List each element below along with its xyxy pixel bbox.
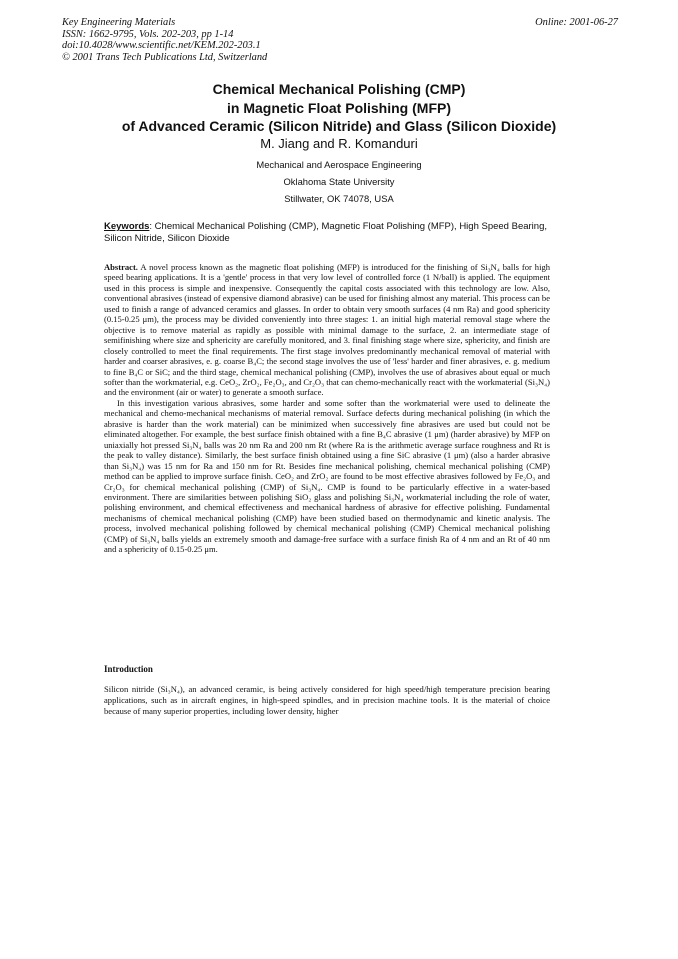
doi-line: doi:10.4028/www.scientific.net/KEM.202-203.1 <box>62 40 261 52</box>
title-line-3: of Advanced Ceramic (Silicon Nitride) and Glass (Silicon Dioxide) <box>121 118 557 134</box>
copyright-line: © 2001 Trans Tech Publications Ltd, Switzerland <box>62 51 268 63</box>
abstract-paragraph-2: In this investigation various abrasives, some harder and some softer than the workmaterial were used to delineate the mechanical and chemo-mechanical mechanisms of material removal. Surface defects during mechanical polishing (in which the abrasive is harder than the work material) can be minimized when successively fine abrasives are used but could not be eliminated altogether. For example, the best surface finish obtained with a fine B₄C abrasive (1 μm) (harder abrasive) by MFP on uniaxially hot pressed Si₃N₄ balls was 20 nm Ra and 200 nm Rt (where Ra is the arithmetic average surface roughness and Rt is the peak to valley distance). Similarly, the best surface finish obtained using a fine SiC abrasive (1 μm) (also a harder abrasive than Si₃N₄) was 15 nm for Ra and 150 nm for Rt. Besides fine mechanical polishing, chemical mechanical polishing (CMP) method can be applied to improve surface finish. CeO₂ and ZrO₂ are found to be most effective abrasives followed by Fe₂O₃ and Cr₂O₃ for chemical mechanical polishing (CMP) of Si₃N₄. CMP is found to be particularly effective in a water-based environment. There are similarities between polishing SiO₂ glass and polishing Si₃N₄ workmaterial including the role of water, polishing environment, and chemical effectiveness and mechanical hardness of abrasive for effective polishing. Fundamental mechanisms of chemical mechanical polishing (CMP) have been studied based on thermodynamic and kinetic analysis. The process, involved mechanical polishing followed by chemical mechanical polishing (CMP) Chemical mechanical polishing (CMP) of Si₃N₄ balls yields an extremely smooth and damage-free surface with a surface finish Ra of 4 nm and an Rt of 40 nm and a sphericity of 0.15-0.25 μm. <box>104 397 550 555</box>
keywords <box>104 221 550 244</box>
keywords-label: Keywords <box>104 221 150 232</box>
title-line-1: Chemical Mechanical Polishing (CMP) <box>212 81 466 97</box>
title-line-2: in Magnetic Float Polishing (MFP) <box>227 99 451 116</box>
affiliation <box>0 156 678 207</box>
abstract-p1-text: A novel process known as the magnetic float polishing (MFP) is introduced for the finishing of Si₃N₄ balls for high speed bearing applications. It is a 'gentle' process in that very low level of controlled force (1 N/ball) is applied. The equipment used in this process is simple and inexpensive. Consequently the capital costs associated with this technology are low. Also, conventional abrasives (instead of expensive diamond abrasive) can be used for finishing almost any material. This process can be used to finish a range of advanced ceramics and glasses. In order to obtain very smooth surfaces (4 nm Ra) and good sphericity (0.15-0.25 μm), the process may be divided conveniently into three stages: 1. an initial high material removal stage where the objective is to remove material as rapidly as possible with minimal damage to the surface, 2. an intermediate stage of semifinishing where size and sphericity are carefully monitored, and 3. final finishing stage where size, sphericity, and finish are closely controlled to meet the final requirements. The first stage involves predominantly mechanical removal of material with harder and coarser abrasives, e. g. coarse B₄C; the second stage involves the use of 'less' harder and finer abrasives, e. g. medium to fine B₄C or SiC; and the third stage, chemical mechanical polishing (CMP), involves the use of abrasives about equal or much softer than the workmaterial, e.g. CeO₂, ZrO₂, Fe₂O₃, and Cr₂O₃ that can chemo-mechanically react with the workmaterial (Si₃N₄) and the environment (air or water) to generate a smooth surface. <box>104 262 550 398</box>
abstract-label: Abstract. <box>104 262 138 272</box>
online-date: Online: 2001-06-27 <box>535 17 618 28</box>
introduction-heading: Introduction <box>104 664 153 674</box>
abstract <box>104 262 550 555</box>
abstract-paragraph-1 <box>104 262 550 398</box>
affiliation-dept: Mechanical and Aerospace Engineering <box>256 159 422 170</box>
issn-line: ISSN: 1662-9795, Vols. 202-203, pp 1-14 <box>62 28 234 40</box>
authors: M. Jiang and R. Komanduri <box>260 136 418 151</box>
page-header <box>62 17 618 63</box>
affiliation-university: Oklahoma State University <box>283 176 395 187</box>
keywords-text: : Chemical Mechanical Polishing (CMP), Magnetic Float Polishing (MFP), High Speed Bearing, Silicon Nitride, Silicon Dioxide <box>104 221 547 244</box>
introduction-text: Silicon nitride (Si₃N₄), an advanced ceramic, is being actively considered for high speed/high temperature precision bearing applications, such as in aircraft engines, in high-speed spindles, and in precision machine tools. It is the material of choice because of many superior properties, including lower density, higher <box>104 684 550 716</box>
affiliation-city: Stillwater, OK 74078, USA <box>284 193 394 204</box>
journal-name: Key Engineering Materials <box>62 17 176 28</box>
paper-title <box>0 80 678 136</box>
